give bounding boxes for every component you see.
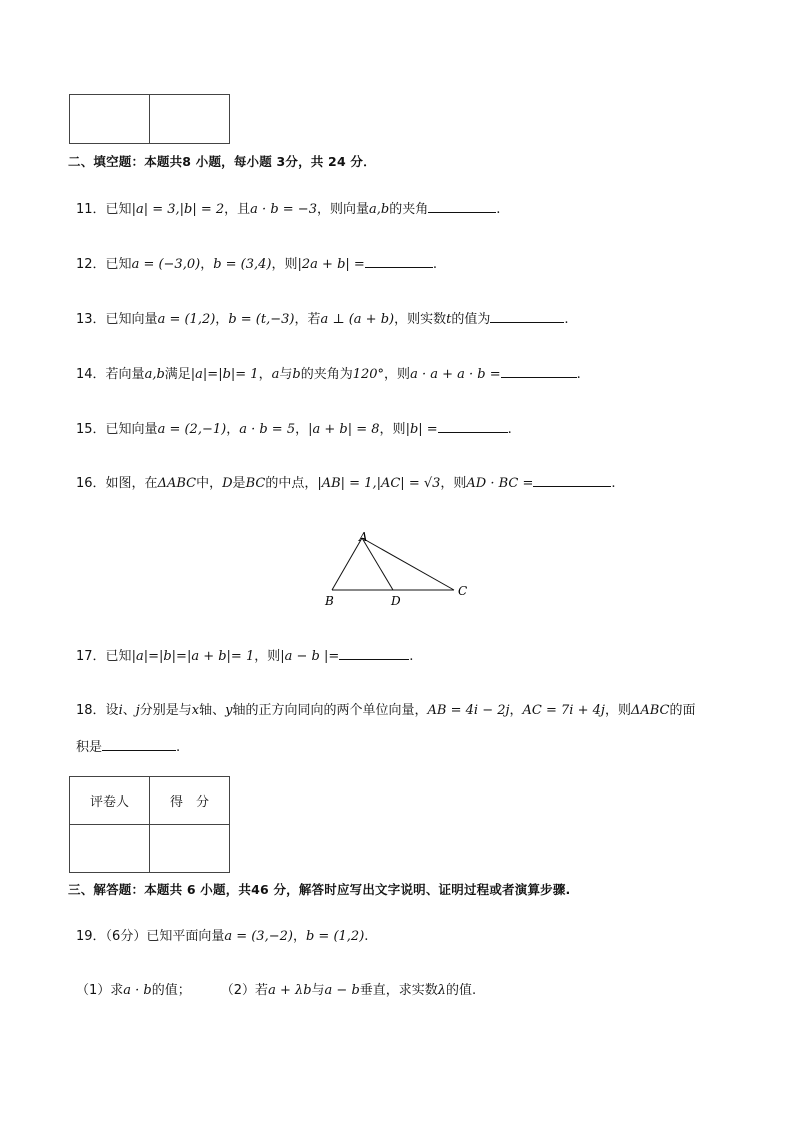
q-number: 15． <box>76 422 106 437</box>
q-math: 120° <box>352 367 385 382</box>
q-text: 的值为 <box>451 312 491 327</box>
q-number: 14． <box>76 367 106 382</box>
q-math: |b| = <box>405 422 438 437</box>
answer-blank[interactable] <box>102 738 176 751</box>
answer-blank[interactable] <box>428 200 496 213</box>
answer-blank[interactable] <box>501 365 577 378</box>
score-cell-grader <box>70 95 150 144</box>
vertex-label-c: C <box>458 584 468 598</box>
q-text: 已知 <box>105 257 132 272</box>
vertex-label-b: B <box>325 594 334 608</box>
triangle-figure <box>322 528 472 610</box>
q-math: |a + b| = 8 <box>308 422 380 437</box>
q-number: 13． <box>76 312 106 327</box>
answer-blank[interactable] <box>490 310 564 323</box>
q-text: 的夹角为 <box>300 367 353 382</box>
answer-blank[interactable] <box>533 474 611 487</box>
section-3-title: 三、解答题：本题共 6 小题，共46 分，解答时应写出文字说明、证明过程或者演算步骤. <box>68 882 571 897</box>
q-math: i <box>118 703 123 718</box>
q-end: . <box>496 202 501 217</box>
question-18-line-2 <box>76 738 180 757</box>
q-math: a,b <box>144 367 165 382</box>
q-text: 积是 <box>76 740 103 755</box>
q-text: 的夹角 <box>389 202 429 217</box>
q-math: x <box>191 703 200 718</box>
q-math: a · b = −3 <box>250 202 317 217</box>
q-text: 垂直，求实数 <box>359 983 438 998</box>
question-17 <box>76 647 413 666</box>
q-text: ，则 <box>271 257 298 272</box>
q-text: 的中点， <box>265 476 318 491</box>
q-math: a + λb <box>268 983 312 998</box>
score-header: 得 分 <box>150 777 230 825</box>
q-math: a − b <box>324 983 360 998</box>
question-19-parts <box>76 982 476 1000</box>
q-math: a = (3,−2) <box>224 929 293 944</box>
q-math: a = (2,−1) <box>157 422 227 437</box>
vertex-label-a: A <box>359 530 368 544</box>
q-text: ，且 <box>224 202 251 217</box>
q-text: 如图，在 <box>105 476 158 491</box>
q-text: ， <box>292 929 306 944</box>
q-math: a · b <box>123 983 152 998</box>
q-end: . <box>576 367 581 382</box>
q-end: . <box>432 257 437 272</box>
q-math: a · a + a · b = <box>410 367 501 382</box>
q-text: （6分）已知平面向量 <box>105 929 225 944</box>
q-text: ， <box>200 257 214 272</box>
q-number: 12． <box>76 257 106 272</box>
q-text: ， <box>215 312 229 327</box>
question-13 <box>76 310 569 329</box>
q-math: AD · BC = <box>466 476 534 491</box>
q-number: 11． <box>76 202 106 217</box>
score-cell[interactable] <box>150 825 230 873</box>
q-text: ，则 <box>254 649 281 664</box>
q-number: 16． <box>76 476 106 491</box>
top-score-table <box>69 94 230 144</box>
question-15 <box>76 420 512 439</box>
q-math: D <box>222 476 233 491</box>
q-text: ，则 <box>379 422 406 437</box>
q-text: ， <box>226 422 240 437</box>
q-text: 与 <box>279 367 293 382</box>
bottom-score-table <box>69 776 230 873</box>
q-text: 、 <box>122 703 136 718</box>
q-text: 满足 <box>164 367 191 382</box>
q-text: 已知向量 <box>105 312 158 327</box>
q-math: b <box>292 367 301 382</box>
q-math: a,b <box>368 202 390 217</box>
q-text: ，若 <box>294 312 321 327</box>
grader-header: 评卷人 <box>70 777 150 825</box>
q-text: 已知 <box>105 649 132 664</box>
score-cell-score <box>150 95 230 144</box>
q-text: ， <box>295 422 309 437</box>
q-text: 已知 <box>105 202 132 217</box>
q-end: . <box>364 929 369 944</box>
q-text: 若向量 <box>105 367 145 382</box>
q-end: . <box>611 476 616 491</box>
q-number: 19． <box>76 929 106 944</box>
q-text: ，则实数 <box>394 312 447 327</box>
answer-blank[interactable] <box>438 420 508 433</box>
q-text: ，则 <box>384 367 411 382</box>
q-text: 轴的正方向同向的两个单位向量， <box>232 703 428 718</box>
q-text: 分别是与 <box>139 703 192 718</box>
q-text: 设 <box>105 703 119 718</box>
part-1-label: （1）求 <box>76 983 124 998</box>
q-text: ，则 <box>440 476 467 491</box>
q-number: 18． <box>76 703 106 718</box>
q-math: λ <box>437 983 447 998</box>
answer-blank[interactable] <box>339 647 409 660</box>
q-text: 是 <box>232 476 246 491</box>
answer-blank[interactable] <box>365 255 433 268</box>
q-math: b = (t,−3) <box>228 312 295 327</box>
q-number: 17． <box>76 649 106 664</box>
q-math: j <box>135 703 140 718</box>
q-math: AB = 4i − 2j <box>427 703 510 718</box>
q-text: ， <box>509 703 523 718</box>
q-end: . <box>507 422 512 437</box>
q-text: 的值. <box>446 983 477 998</box>
q-math: AC = 7i + 4j <box>522 703 605 718</box>
q-text: 与 <box>311 983 325 998</box>
q-math: b = (1,2) <box>305 929 365 944</box>
q-math: b = (3,4) <box>213 257 272 272</box>
q-math: a ⊥ (a + b) <box>320 312 395 327</box>
q-math: ΔABC <box>157 476 197 491</box>
grader-cell[interactable] <box>70 825 150 873</box>
q-math: |a|=|b|= 1 <box>190 367 259 382</box>
q-text: 中， <box>196 476 223 491</box>
q-text: 的面 <box>669 703 696 718</box>
edge-ab <box>332 538 362 590</box>
q-math: |2a + b| = <box>297 257 365 272</box>
q-text: ， <box>258 367 272 382</box>
q-math: a = (−3,0) <box>131 257 201 272</box>
median-ad <box>362 538 393 590</box>
q-math: t <box>446 312 452 327</box>
q-text: ，则向量 <box>316 202 369 217</box>
edge-ac <box>362 538 454 590</box>
question-11 <box>76 200 500 219</box>
q-end: . <box>564 312 569 327</box>
section-2-title: 二、填空题：本题共8 小题，每小题 3分，共 24 分． <box>68 154 376 169</box>
q-math: |a|=|b|=|a + b|= 1 <box>131 649 255 664</box>
question-14 <box>76 365 581 384</box>
question-12 <box>76 255 437 274</box>
q-math: |a − b |= <box>280 649 340 664</box>
q-end: . <box>409 649 414 664</box>
q-math: a <box>271 367 280 382</box>
q-text: 已知向量 <box>105 422 158 437</box>
q-math: a = (1,2) <box>157 312 216 327</box>
part-2-label: （2）若 <box>220 983 269 998</box>
q-text: 的值； <box>151 983 191 998</box>
question-19 <box>76 928 368 946</box>
q-math: ΔABC <box>630 703 670 718</box>
q-text: 轴、 <box>199 703 226 718</box>
q-math: BC <box>245 476 266 491</box>
q-math: |AB| = 1,|AC| = √3 <box>317 476 441 491</box>
q-text: ，则 <box>604 703 631 718</box>
question-16 <box>76 474 616 493</box>
q-math: |a| = 3,|b| = 2 <box>131 202 225 217</box>
q-math: y <box>225 703 233 718</box>
vertex-label-d: D <box>391 594 401 608</box>
question-18 <box>76 702 696 720</box>
q-math: a · b = 5 <box>239 422 296 437</box>
q-end: . <box>176 740 181 755</box>
